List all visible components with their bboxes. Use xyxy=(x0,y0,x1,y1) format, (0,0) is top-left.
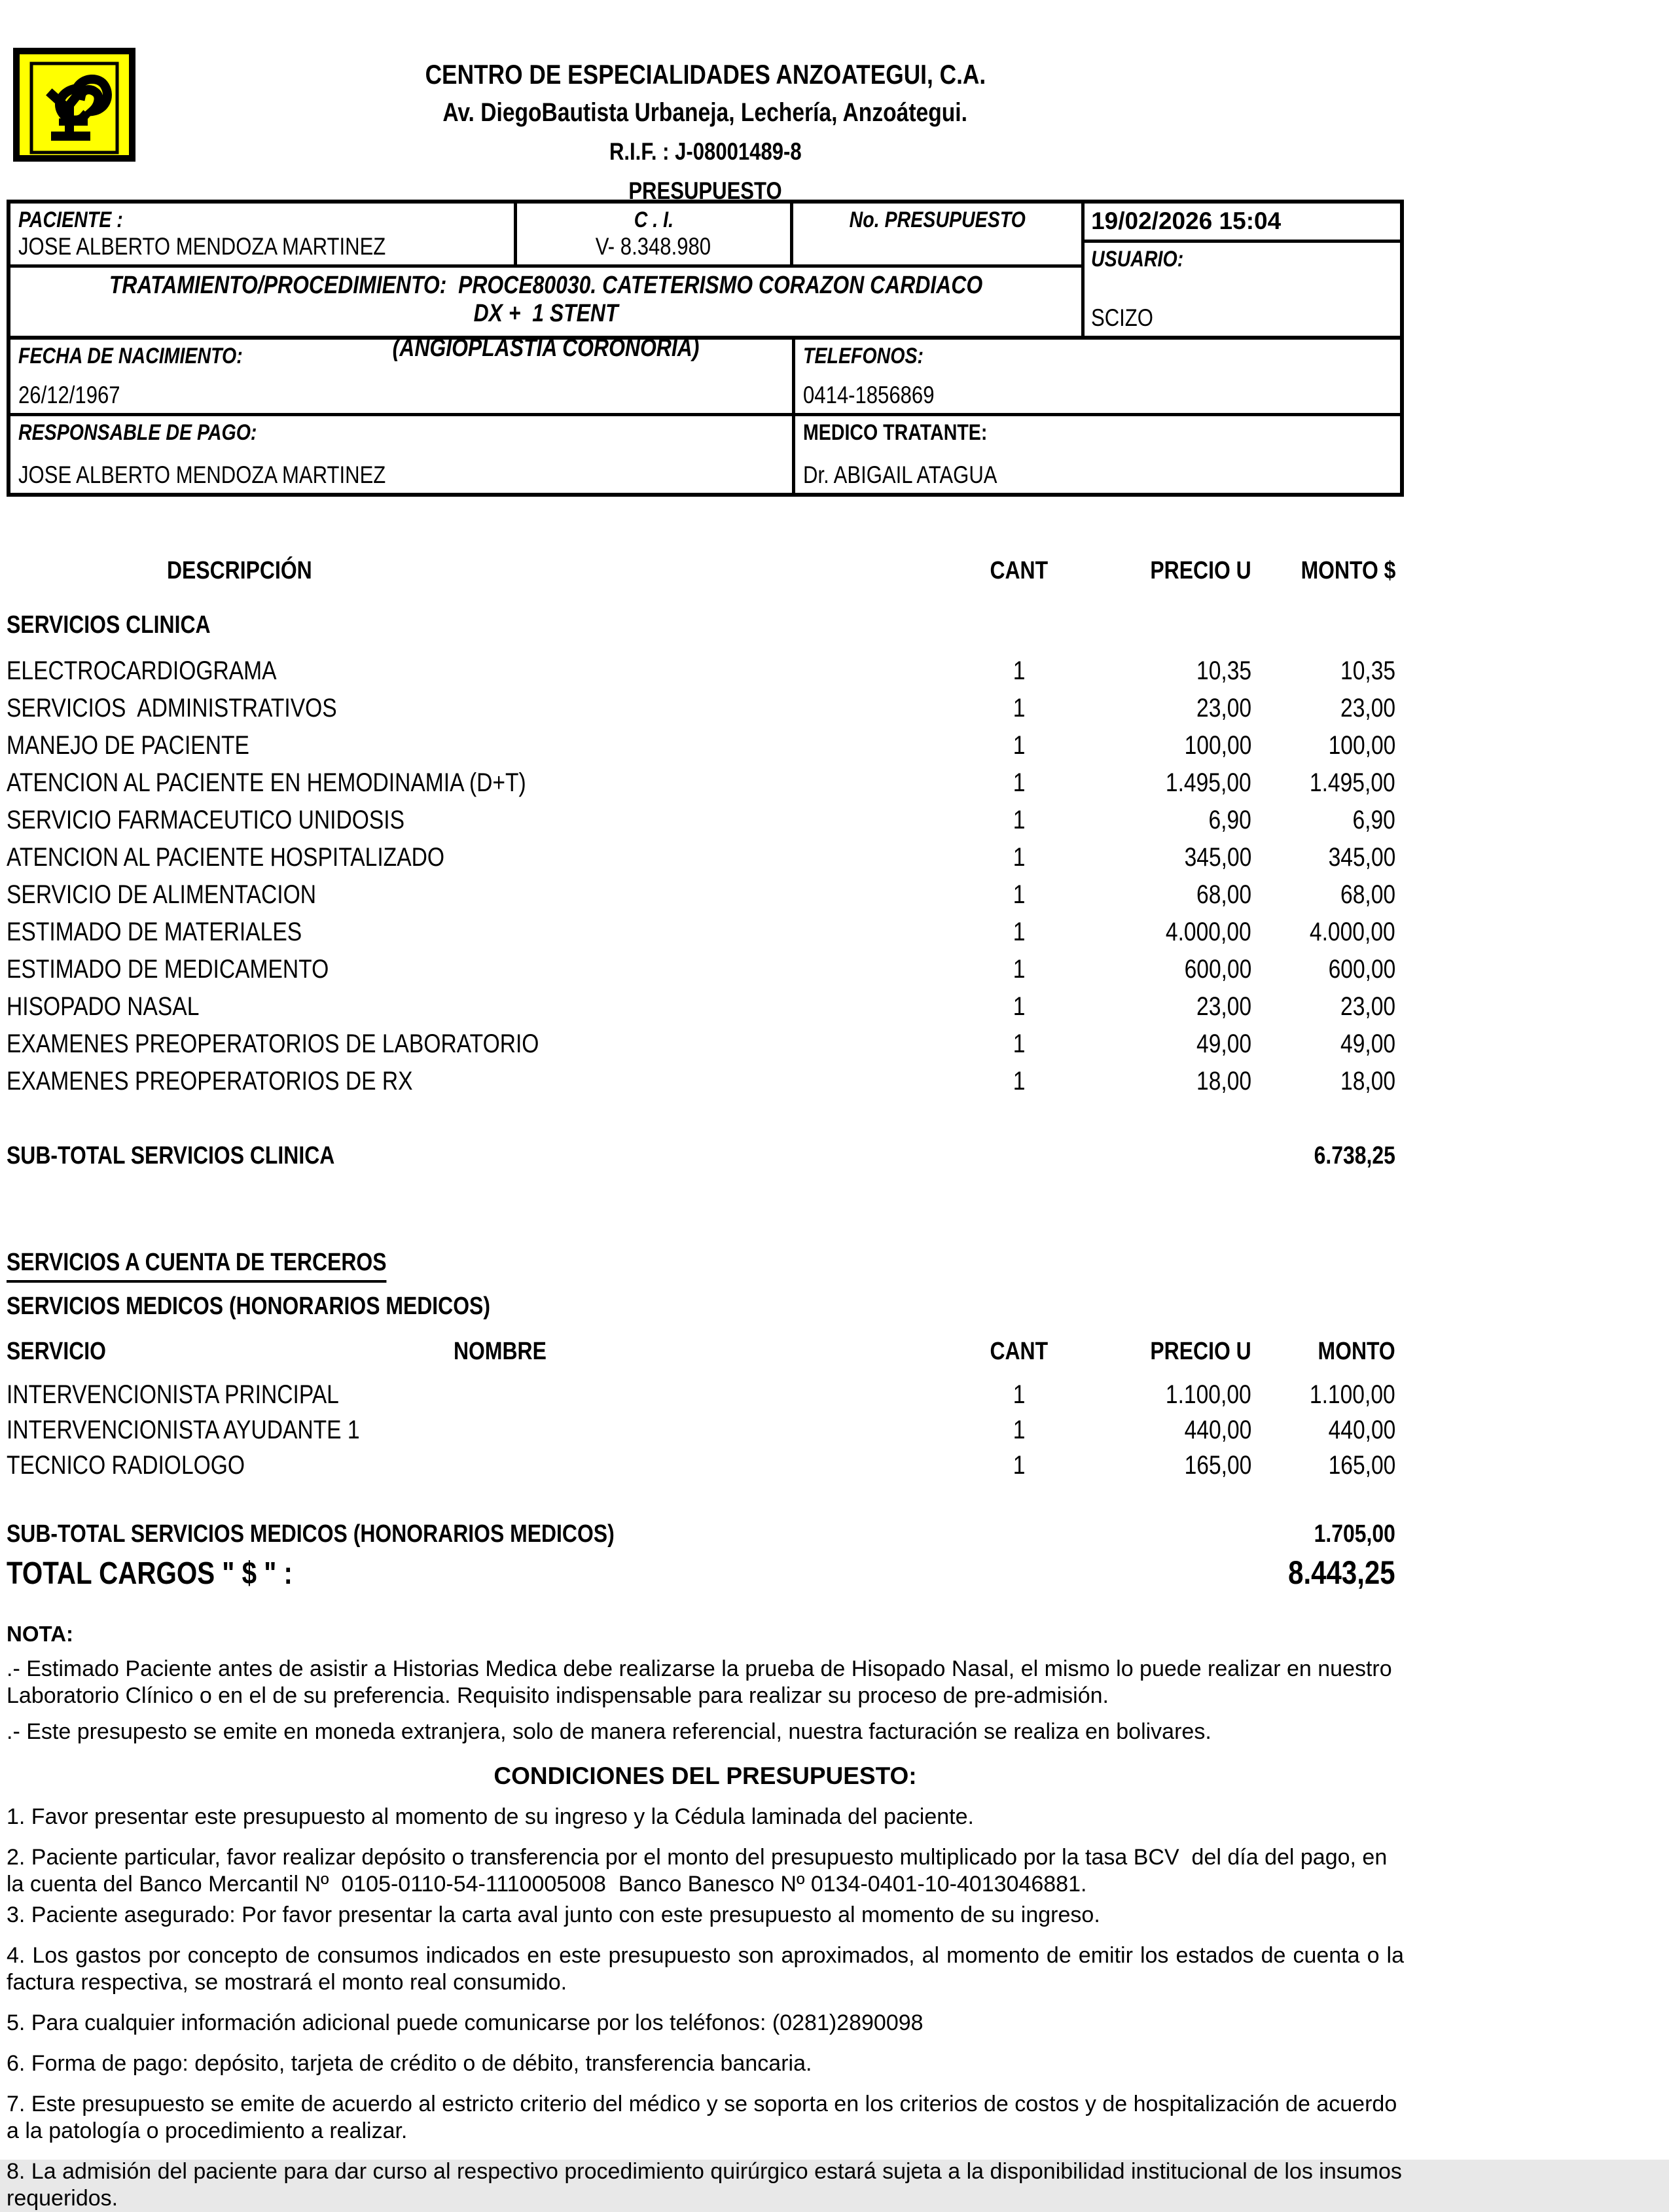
condicion-5: 5. Para cualquier información adicional puede comunicarse por los teléfonos: (0281)2890098 xyxy=(7,2010,924,2035)
tratamiento-line2: (ANGIOPLASTIA CORONORIA) xyxy=(392,334,700,362)
servicio-name: TECNICO RADIOLOGO xyxy=(7,1451,245,1480)
terceros-header-row xyxy=(7,1338,1404,1366)
condicion-4: 4. Los gastos por concepto de consumos indicados en este presupuesto son aproximados, al momento de emitir los estados de cuenta o la factura respectiva, se mostrará el monto real consumido. xyxy=(7,1943,1410,1995)
table-row xyxy=(7,768,1404,806)
document-type-title: PRESUPUESTO xyxy=(628,177,782,204)
item-cant: 1 xyxy=(1013,806,1026,834)
table-row xyxy=(7,1380,1404,1416)
item-precio: 68,00 xyxy=(1196,880,1251,909)
item-precio: 4.000,00 xyxy=(1166,918,1251,946)
presupuesto-datetime: 19/02/2026 15:04 xyxy=(1085,204,1400,243)
column-header-monto: MONTO $ xyxy=(1301,557,1395,584)
item-description: EXAMENES PREOPERATORIOS DE RX xyxy=(7,1067,413,1096)
item-precio: 600,00 xyxy=(1184,955,1251,984)
responsable-pago-cell xyxy=(10,416,795,493)
item-description: ESTIMADO DE MATERIALES xyxy=(7,918,302,946)
column-header-monto-terceros: MONTO xyxy=(1318,1338,1395,1365)
item-description: SERVICIOS ADMINISTRATIVOS xyxy=(7,694,337,722)
table-row xyxy=(7,918,1404,955)
condiciones-title: CONDICIONES DEL PRESUPUESTO: xyxy=(494,1762,917,1789)
item-monto: 10,35 xyxy=(1340,656,1395,685)
numero-presupuesto-cell xyxy=(793,204,1081,264)
table-row xyxy=(7,1416,1404,1451)
servicio-name: INTERVENCIONISTA AYUDANTE 1 xyxy=(7,1416,360,1444)
item-precio: 100,00 xyxy=(1184,731,1251,760)
item-precio: 1.495,00 xyxy=(1166,768,1251,797)
medico-tratante-value: Dr. ABIGAIL ATAGUA xyxy=(803,461,997,488)
item-precio: 23,00 xyxy=(1196,992,1251,1021)
cedula-label: C . I. xyxy=(634,207,673,232)
table-row xyxy=(7,806,1404,843)
total-cargos-value: 8.443,25 xyxy=(1288,1554,1395,1591)
item-cant: 1 xyxy=(1013,880,1026,909)
servicio-monto: 165,00 xyxy=(1328,1451,1395,1480)
medico-tratante-label: MEDICO TRATANTE: xyxy=(803,420,988,445)
nota-label: NOTA: xyxy=(7,1622,74,1646)
item-monto: 23,00 xyxy=(1340,992,1395,1021)
fecha-nacimiento-value: 26/12/1967 xyxy=(18,382,120,408)
column-header-precio: PRECIO U xyxy=(1150,557,1251,584)
item-precio: 49,00 xyxy=(1196,1029,1251,1058)
servicio-nombre xyxy=(454,1416,950,1445)
item-cant: 1 xyxy=(1013,918,1026,946)
item-cant: 1 xyxy=(1013,992,1026,1021)
item-cant: 1 xyxy=(1013,656,1026,685)
servicio-nombre xyxy=(454,1451,950,1480)
item-monto: 23,00 xyxy=(1340,694,1395,722)
terceros-list xyxy=(7,1380,1404,1486)
table-row xyxy=(7,843,1404,880)
item-description: ELECTROCARDIOGRAMA xyxy=(7,656,277,685)
telefonos-value: 0414-1856869 xyxy=(803,382,935,408)
table-row xyxy=(7,1067,1404,1104)
section-title-servicios-clinica: SERVICIOS CLINICA xyxy=(7,611,211,639)
item-description: SERVICIO DE ALIMENTACION xyxy=(7,880,316,909)
item-monto: 18,00 xyxy=(1340,1067,1395,1096)
item-description: ATENCION AL PACIENTE EN HEMODINAMIA (D+T) xyxy=(7,768,526,797)
item-precio: 18,00 xyxy=(1196,1067,1251,1096)
item-description: ATENCION AL PACIENTE HOSPITALIZADO xyxy=(7,843,445,872)
items-header-row xyxy=(7,557,1404,585)
subtotal-clinica-row xyxy=(7,1142,1404,1170)
nota-line-2: .- Este presupesto se emite en moneda extranjera, solo de manera referencial, nuestra facturación se realiza en bolivares. xyxy=(7,1719,1211,1744)
table-row xyxy=(7,1451,1404,1486)
cedula-cell xyxy=(517,204,793,264)
document-header xyxy=(7,0,1404,204)
item-precio: 6,90 xyxy=(1208,806,1251,834)
servicio-precio: 440,00 xyxy=(1184,1416,1251,1444)
item-description: ESTIMADO DE MEDICAMENTO xyxy=(7,955,329,984)
item-monto: 345,00 xyxy=(1328,843,1395,872)
servicio-precio: 1.100,00 xyxy=(1166,1380,1251,1409)
numero-presupuesto-label: No. PRESUPUESTO xyxy=(849,207,1026,232)
servicio-monto: 440,00 xyxy=(1328,1416,1395,1444)
paciente-cell xyxy=(10,204,517,264)
items-list xyxy=(7,656,1404,1104)
item-monto: 600,00 xyxy=(1328,955,1395,984)
section-title-honorarios: SERVICIOS MEDICOS (HONORARIOS MEDICOS) xyxy=(7,1293,490,1320)
servicio-name: INTERVENCIONISTA PRINCIPAL xyxy=(7,1380,339,1409)
subtotal-medicos-value: 1.705,00 xyxy=(1314,1520,1395,1548)
table-row xyxy=(7,880,1404,918)
item-cant: 1 xyxy=(1013,843,1026,872)
telefonos-label: TELEFONOS: xyxy=(803,344,924,368)
servicio-cant: 1 xyxy=(1013,1451,1026,1480)
item-precio: 23,00 xyxy=(1196,694,1251,722)
servicio-cant: 1 xyxy=(1013,1380,1026,1409)
clinic-rif: R.I.F. : J-08001489-8 xyxy=(609,138,802,165)
total-cargos-row xyxy=(7,1554,1404,1592)
table-row xyxy=(7,731,1404,768)
item-cant: 1 xyxy=(1013,1029,1026,1058)
item-cant: 1 xyxy=(1013,768,1026,797)
table-row xyxy=(7,1029,1404,1067)
item-monto: 6,90 xyxy=(1352,806,1395,834)
servicio-nombre xyxy=(454,1380,950,1410)
usuario-cell xyxy=(1085,243,1400,336)
telefonos-cell xyxy=(795,340,1400,413)
item-cant: 1 xyxy=(1013,955,1026,984)
pharmacy-bowl-of-hygieia-icon xyxy=(13,48,135,162)
item-description: EXAMENES PREOPERATORIOS DE LABORATORIO xyxy=(7,1029,539,1058)
subtotal-medicos-row xyxy=(7,1520,1404,1548)
item-monto: 4.000,00 xyxy=(1310,918,1395,946)
clinic-header-text xyxy=(7,0,1404,205)
item-description: MANEJO DE PACIENTE xyxy=(7,731,249,760)
condicion-2: 2. Paciente particular, favor realizar depósito o transferencia por el monto del presupuesto multiplicado por la tasa BCV del día del pago, en la cuenta del Banco Mercantil Nº 0105-0110-54-1110005008 Banco Banesco Nº 0134-0401-10-4013046881. xyxy=(7,1845,1393,1897)
column-header-servicio: SERVICIO xyxy=(7,1338,106,1365)
column-header-precio-terceros: PRECIO U xyxy=(1150,1338,1251,1365)
subtotal-clinica-value: 6.738,25 xyxy=(1314,1142,1395,1169)
fecha-nacimiento-label: FECHA DE NACIMIENTO: xyxy=(18,344,243,368)
table-row xyxy=(7,955,1404,992)
servicio-cant: 1 xyxy=(1013,1416,1026,1444)
table-row xyxy=(7,656,1404,694)
nacimiento-telefonos-row xyxy=(10,340,1400,416)
usuario-value: SCIZO xyxy=(1091,304,1154,331)
paciente-label: PACIENTE : xyxy=(18,207,123,232)
medico-tratante-cell xyxy=(795,416,1400,493)
condicion-1: 1. Favor presentar este presupuesto al momento de su ingreso y la Cédula laminada del paciente. xyxy=(7,1804,974,1829)
responsable-medico-row xyxy=(10,416,1400,493)
item-precio: 10,35 xyxy=(1196,656,1251,685)
section-title-terceros: SERVICIOS A CUENTA DE TERCEROS xyxy=(7,1249,1404,1277)
usuario-label: USUARIO: xyxy=(1091,247,1184,272)
condicion-3: 3. Paciente asegurado: Por favor presentar la carta aval junto con este presupuesto al momento de su ingreso. xyxy=(7,1902,1100,1927)
servicio-precio: 165,00 xyxy=(1184,1451,1251,1480)
item-description: HISOPADO NASAL xyxy=(7,992,200,1021)
condicion-6: 6. Forma de pago: depósito, tarjeta de crédito o de débito, transferencia bancaria. xyxy=(7,2051,812,2076)
column-header-descripcion: DESCRIPCIÓN xyxy=(167,557,312,584)
document-content xyxy=(7,0,1410,2212)
clinic-address: Av. DiegoBautista Urbaneja, Lechería, Anzoátegui. xyxy=(442,98,968,127)
patient-contact-table xyxy=(7,340,1404,497)
cedula-value: V- 8.348.980 xyxy=(596,233,711,260)
servicio-monto: 1.100,00 xyxy=(1310,1380,1395,1409)
item-monto: 68,00 xyxy=(1340,880,1395,909)
item-cant: 1 xyxy=(1013,1067,1026,1096)
subtotal-clinica-label: SUB-TOTAL SERVICIOS CLINICA xyxy=(7,1142,335,1169)
table-row xyxy=(7,694,1404,731)
column-header-nombre: NOMBRE xyxy=(454,1338,547,1365)
responsable-pago-label: RESPONSABLE DE PAGO: xyxy=(18,420,257,445)
subtotal-medicos-label: SUB-TOTAL SERVICIOS MEDICOS (HONORARIOS MEDICOS) xyxy=(7,1520,615,1548)
nota-line-1: .- Estimado Paciente antes de asistir a Historias Medica debe realizarse la prueba de Hisopado Nasal, el mismo lo puede realizar en nuestro Laboratorio Clínico o en el de su preferencia. Requisito indispensable para realizar su proceso de pre-admisión. xyxy=(7,1656,1399,1708)
item-monto: 49,00 xyxy=(1340,1029,1395,1058)
condicion-7: 7. Este presupuesto se emite de acuerdo al estricto criterio del médico y se soporta en los criterios de costos y de hospitalización de acuerdo a la patología o procedimiento a realizar. xyxy=(7,2092,1403,2143)
column-header-cant: CANT xyxy=(990,557,1049,584)
column-header-cant-terceros: CANT xyxy=(990,1338,1049,1365)
item-monto: 1.495,00 xyxy=(1310,768,1395,797)
item-monto: 100,00 xyxy=(1328,731,1395,760)
total-cargos-label: TOTAL CARGOS " $ " : xyxy=(7,1556,293,1591)
item-description: SERVICIO FARMACEUTICO UNIDOSIS xyxy=(7,806,405,834)
table-row xyxy=(7,992,1404,1029)
paciente-value: JOSE ALBERTO MENDOZA MARTINEZ xyxy=(18,233,386,260)
item-cant: 1 xyxy=(1013,731,1026,760)
responsable-pago-value: JOSE ALBERTO MENDOZA MARTINEZ xyxy=(18,461,386,488)
item-precio: 345,00 xyxy=(1184,843,1251,872)
tratamiento-line1: TRATAMIENTO/PROCEDIMIENTO: PROCE80030. CATETERISMO CORAZON CARDIACO DX + 1 STENT xyxy=(109,272,989,327)
clinic-name: CENTRO DE ESPECIALIDADES ANZOATEGUI, C.A. xyxy=(425,59,986,90)
patient-info-top-row xyxy=(10,204,1081,268)
condicion-8: 8. La admisión del paciente para dar curso al respectivo procedimiento quirúrgico estará sujeta a la disponibilidad institucional de los insumos requeridos. xyxy=(7,2159,1409,2211)
patient-info-right xyxy=(1085,204,1400,336)
item-cant: 1 xyxy=(1013,694,1026,722)
